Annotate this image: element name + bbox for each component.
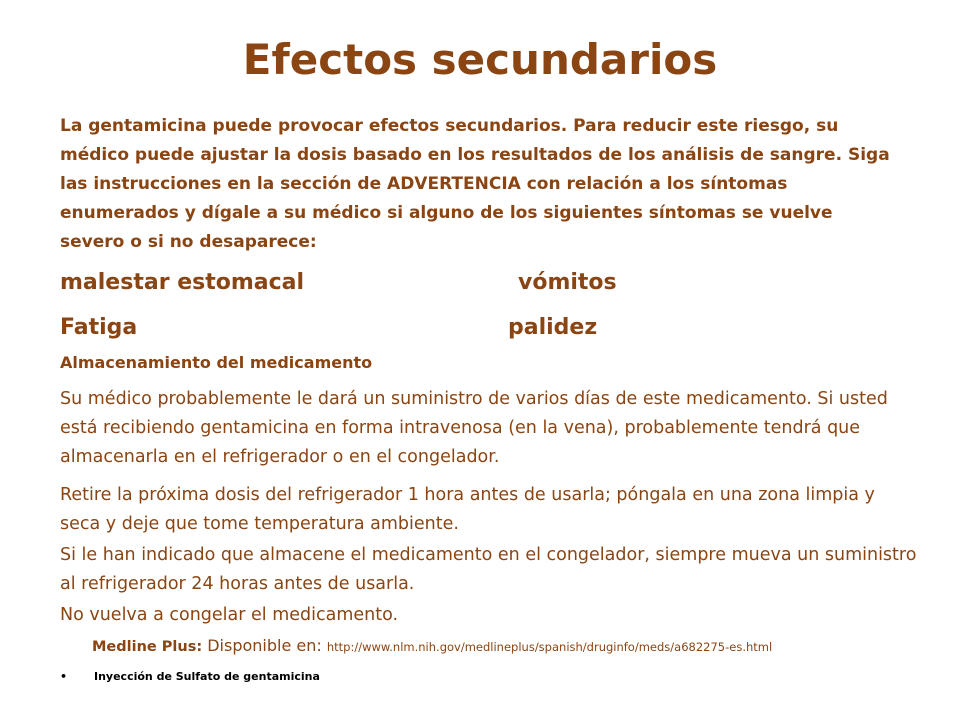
symptom-fatigue: Fatiga (60, 315, 138, 340)
storage-paragraph-1: Su médico probablemente le dará un suministro de varios días de este medicamento. Si usted está recibiendo gentamicina en forma intravenosa (en la vena), probablemente tendrá que almacenarla en el refrigerador o en el congelador. (60, 389, 888, 467)
symptom-pallor: palidez (508, 315, 598, 340)
source-citation (92, 634, 772, 659)
storage-paragraph-4: No vuelva a congelar el medicamento. (60, 605, 399, 625)
symptom-vomiting: vómitos (518, 270, 617, 295)
symptom-stomach-upset: malestar estomacal (60, 270, 305, 295)
bullet-icon: • (60, 670, 68, 683)
slide-title: Efectos secundarios (242, 35, 718, 84)
source-url: http://www.nlm.nih.gov/medlineplus/spanish/druginfo/meds/a682275-es.html (326, 640, 773, 654)
source-label: Medline Plus: (92, 639, 203, 655)
source-available-text: Disponible en: (207, 636, 322, 655)
bullet-text: Inyección de Sulfato de gentamicina (94, 670, 320, 683)
intro-paragraph: La gentamicina puede provocar efectos secundarios. Para reducir este riesgo, su médico puede ajustar la dosis basado en los resultados de los análisis de sangre. Siga las instrucciones en la sección de ADVERTENCIA con relación a los síntomas enumerados y dígale a su médico si alguno de los siguientes síntomas se vuelve severo o si no desaparece: (60, 116, 890, 252)
storage-paragraph-3: Si le han indicado que almacene el medicamento en el congelador, siempre mueva un suministro al refrigerador 24 horas antes de usarla. (60, 545, 917, 594)
bullet-item (60, 668, 320, 686)
storage-paragraph-2: Retire la próxima dosis del refrigerador 1 hora antes de usarla; póngala en una zona limpia y seca y deje que tome temperatura ambiente. (60, 485, 875, 534)
storage-heading: Almacenamiento del medicamento (60, 353, 373, 372)
